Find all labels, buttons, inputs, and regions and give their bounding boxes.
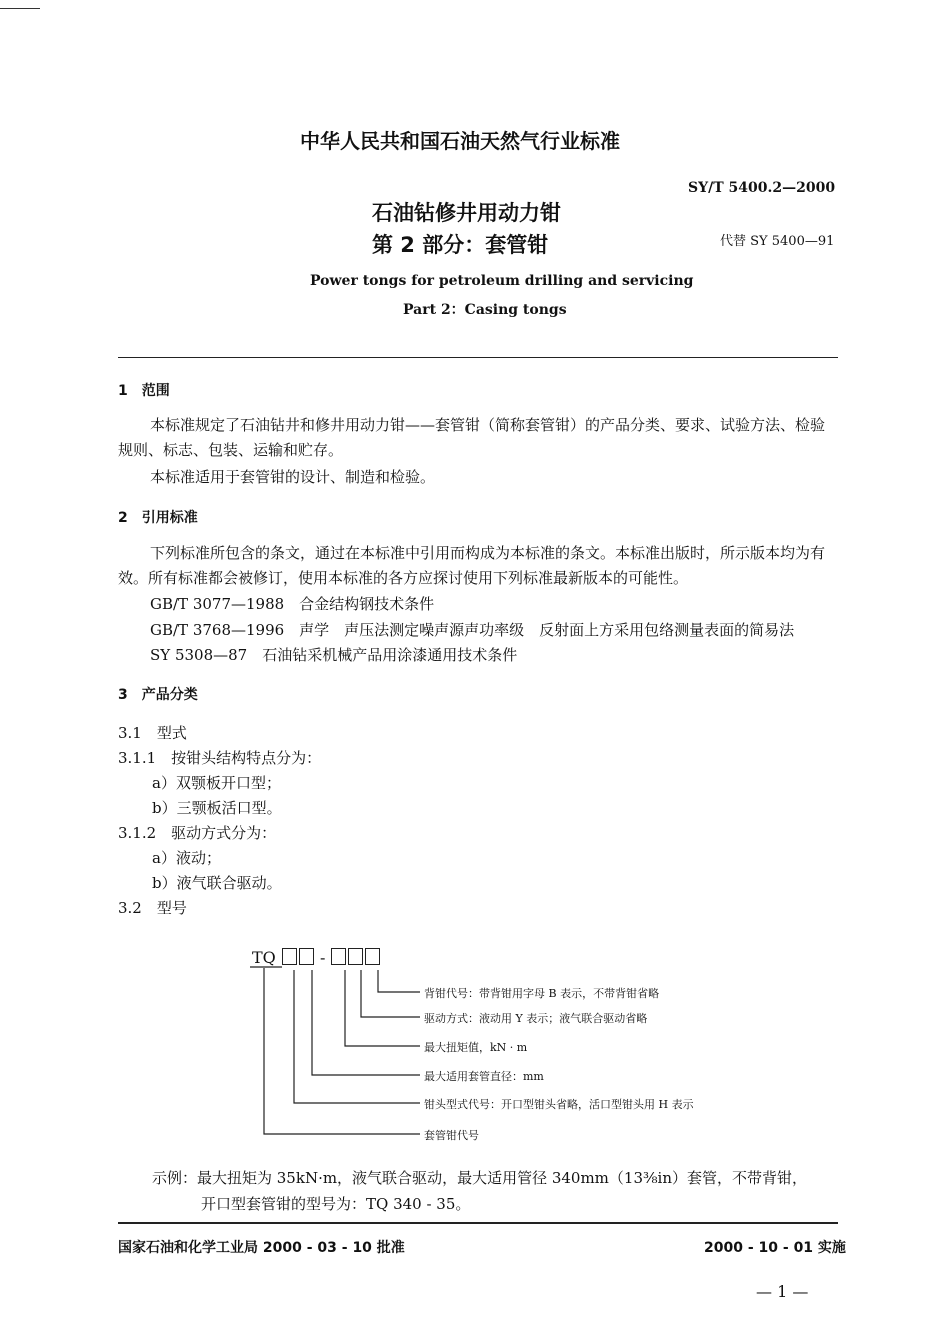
title-en-1: Power tongs for petroleum drilling and servicing bbox=[310, 273, 694, 289]
model-prefix: TQ bbox=[252, 948, 276, 967]
model-code-row bbox=[252, 948, 381, 967]
label-drive-mode: 驱动方式：液动用 Y 表示；液气联合驱动省略 bbox=[424, 1012, 648, 1025]
label-casing-tong-code: 套管钳代号 bbox=[424, 1129, 479, 1142]
section-1-heading: 1 范围 bbox=[118, 383, 170, 399]
section-3-1-2: 3.1.2 驱动方式分为： bbox=[118, 824, 277, 842]
code-box-4 bbox=[348, 948, 363, 965]
code-box-2 bbox=[299, 948, 314, 965]
section-3-1-1-a: a）双颚板开口型； bbox=[152, 774, 281, 792]
section-3-1-2-a: a）液动； bbox=[152, 849, 221, 867]
code-box-5 bbox=[365, 948, 380, 965]
section-2-para-1: 下列标准所包含的条文，通过在本标准中引用而构成为本标准的条文。本标准出版时，所示版本均为有效。所有标准都会被修订，使用本标准的各方应探讨使用下列标准最新版本的可能性。 bbox=[118, 544, 826, 587]
standard-body-title: 中华人民共和国石油天然气行业标准 bbox=[300, 129, 620, 153]
label-max-torque: 最大扭矩值，kN · m bbox=[424, 1041, 528, 1054]
scan-edge-mark bbox=[0, 8, 40, 9]
section-3-heading: 3 产品分类 bbox=[118, 687, 198, 703]
reference-2: GB/T 3768—1996 声学 声压法测定噪声源声功率级 反射面上方采用包络测量表面的简易法 bbox=[150, 621, 795, 639]
replaces-note: 代替 SY 5400—91 bbox=[720, 234, 835, 249]
reference-1: GB/T 3077—1988 合金结构钢技术条件 bbox=[150, 595, 435, 613]
effective-date: 2000 - 10 - 01 实施 bbox=[704, 1240, 846, 1256]
title-cn-2: 第 2 部分：套管钳 bbox=[372, 233, 549, 257]
page-number: — 1 — bbox=[756, 1282, 809, 1301]
title-en-2: Part 2：Casing tongs bbox=[403, 302, 567, 318]
label-back-tong-code: 背钳代号：带背钳用字母 B 表示，不带背钳省略 bbox=[424, 987, 660, 1000]
code-box-1 bbox=[282, 948, 297, 965]
section-3-1-2-b: b）液气联合驱动。 bbox=[152, 874, 282, 892]
label-max-casing-diameter: 最大适用套管直径：mm bbox=[424, 1070, 544, 1083]
section-3-2: 3.2 型号 bbox=[118, 899, 187, 917]
title-cn-1: 石油钻修井用动力钳 bbox=[372, 201, 561, 225]
section-1-para-1: 本标准规定了石油钻井和修井用动力钳——套管钳（简称套管钳）的产品分类、要求、试验方法、检验规则、标志、包装、运输和贮存。 bbox=[118, 416, 826, 459]
approval-note: 国家石油和化学工业局 2000 - 03 - 10 批准 bbox=[118, 1240, 405, 1256]
footer-rule bbox=[118, 1222, 838, 1224]
standard-code: SY/T 5400.2—2000 bbox=[688, 180, 836, 196]
section-2-heading: 2 引用标准 bbox=[118, 510, 198, 526]
section-1-para-2: 本标准适用于套管钳的设计、制造和检验。 bbox=[150, 468, 436, 486]
reference-3: SY 5308—87 石油钻采机械产品用涂漆通用技术条件 bbox=[150, 646, 518, 664]
section-3-1-1: 3.1.1 按钳头结构特点分为： bbox=[118, 749, 322, 767]
code-box-3 bbox=[331, 948, 346, 965]
label-tong-head-type: 钳头型式代号：开口型钳头省略，活口型钳头用 H 表示 bbox=[424, 1098, 694, 1111]
section-3-1: 3.1 型式 bbox=[118, 724, 187, 742]
example-line-1: 示例：最大扭矩为 35kN·m，液气联合驱动，最大适用管径 340mm（13⅜in）套管，不带背钳， bbox=[152, 1169, 807, 1187]
example-line-2: 开口型套管钳的型号为：TQ 340 - 35。 bbox=[201, 1195, 471, 1213]
header-rule bbox=[118, 357, 838, 358]
section-3-1-1-b: b）三颚板活口型。 bbox=[152, 799, 282, 817]
model-dash: - bbox=[319, 948, 326, 967]
